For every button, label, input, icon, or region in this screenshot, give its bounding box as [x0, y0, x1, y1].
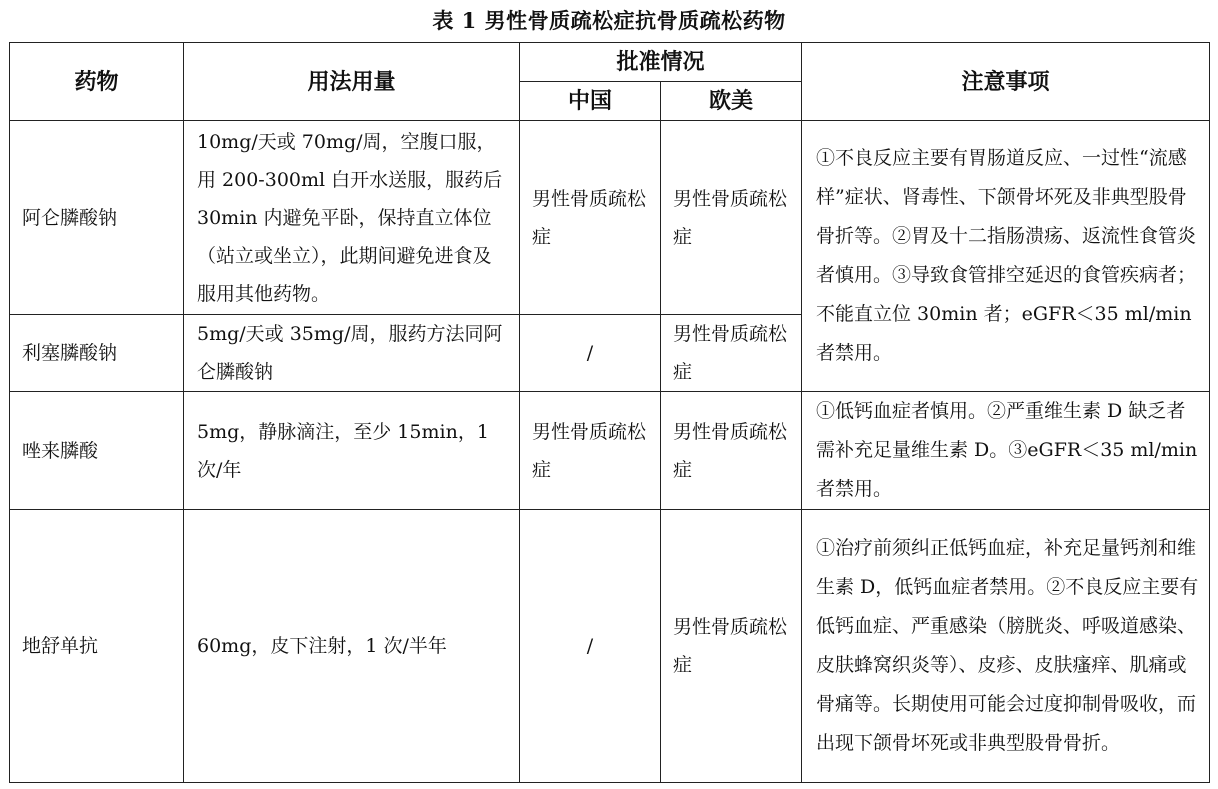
notes-cell: ①不良反应主要有胃肠道反应、一过性“流感样”症状、肾毒性、下颌骨坏死及非典型股骨骨折等。②胃及十二指肠溃疡、返流性食管炎者慎用。③导致食管排空延迟的食管疾病者；不能直立位 30min 者；eGFR＜35 ml/min 者禁用。 — [802, 121, 1210, 392]
dose-cell: 60mg，皮下注射，1 次/半年 — [184, 510, 520, 783]
dose-cell: 10mg/天或 70mg/周，空腹口服，用 200-300ml 白开水送服，服药后 30min 内避免平卧，保持直立体位（站立或坐立），此期间避免进食及服用其他药物。 — [184, 121, 520, 315]
header-notes: 注意事项 — [802, 43, 1210, 121]
table-title: 表 1 男性骨质疏松症抗骨质疏松药物 — [432, 8, 786, 33]
drug-table — [9, 42, 1210, 783]
drug-name-cell: 地舒单抗 — [10, 510, 184, 783]
china-approval-cell: 男性骨质疏松症 — [520, 392, 661, 510]
euus-approval-cell: 男性骨质疏松症 — [661, 315, 802, 392]
header-china: 中国 — [520, 82, 661, 121]
header-row — [10, 43, 1210, 82]
drug-name-cell: 利塞膦酸钠 — [10, 315, 184, 392]
euus-approval-cell: 男性骨质疏松症 — [661, 121, 802, 315]
dose-cell: 5mg，静脉滴注，至少 15min，1 次/年 — [184, 392, 520, 510]
euus-approval-cell: 男性骨质疏松症 — [661, 510, 802, 783]
header-approval: 批准情况 — [520, 43, 802, 82]
euus-approval-cell: 男性骨质疏松症 — [661, 392, 802, 510]
dose-cell: 5mg/天或 35mg/周，服药方法同阿仑膦酸钠 — [184, 315, 520, 392]
notes-cell: ①治疗前须纠正低钙血症，补充足量钙剂和维生素 D，低钙血症者禁用。②不良反应主要有低钙血症、严重感染（膀胱炎、呼吸道感染、皮肤蜂窝织炎等）、皮疹、皮肤瘙痒、肌痛或骨痛等。长期使用可能会过度抑制骨吸收，而出现下颌骨坏死或非典型股骨骨折。 — [802, 510, 1210, 783]
table-row — [10, 392, 1210, 510]
header-dose: 用法用量 — [184, 43, 520, 121]
drug-name-cell: 唑来膦酸 — [10, 392, 184, 510]
header-drug: 药物 — [10, 43, 184, 121]
drug-name-cell: 阿仑膦酸钠 — [10, 121, 184, 315]
china-approval-cell: / — [520, 510, 661, 783]
china-approval-cell: / — [520, 315, 661, 392]
header-euus: 欧美 — [661, 82, 802, 121]
china-approval-cell: 男性骨质疏松症 — [520, 121, 661, 315]
table-row — [10, 121, 1210, 315]
notes-cell: ①低钙血症者慎用。②严重维生素 D 缺乏者需补充足量维生素 D。③eGFR＜35 ml/min 者禁用。 — [802, 392, 1210, 510]
table-row — [10, 510, 1210, 783]
